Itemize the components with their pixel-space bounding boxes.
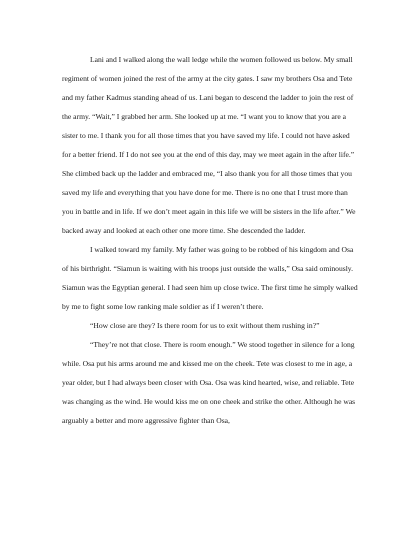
paragraph: I walked toward my family. My father was going to be robbed of his kingdom and Osa of his birthright. “Siamun is waiting with his troops just outside the walls,” Osa said ominously. Siamun was the Egyptian general. I had seen him up close twice. The first time he simply walked by me to fight some low ranking male soldier as if I weren’t there. [62, 245, 358, 311]
paragraph: Lani and I walked along the wall ledge while the women followed us below. My small regiment of women joined the rest of the army at the city gates. I saw my brothers Osa and Tete and my father Kadmus standing ahead of us. Lani began to descend the ladder to join the rest of the army. “Wait,” I grabbed her arm. She looked up at me. “I want you to know that you are a sister to me. I thank you for all those times that you have saved my life. I could not have asked for a better friend. If I do not see you at the end of this day, may we meet again in the after life.” She climbed back up the ladder and embraced me, “I also thank you for all those times that you saved my life and everything that you have done for me. There is no one that I trust more than you in battle and in life. If we don’t meet again in this life we will be sisters in the life after.” We backed away and looked at each other one more time. She descended the ladder. [62, 55, 356, 235]
paragraph: “How close are they? Is there room for us to exit without them rushing in?” [90, 321, 320, 330]
document-body [62, 50, 360, 430]
paragraph: “They’re not that close. There is room enough.” We stood together in silence for a long while. Osa put his arms around me and kissed me on the cheek. Tete was closest to me in age, a year older, but I had always been closer with Osa. Osa was kind hearted, wise, and reliable. Tete was changing as the wind. He would kiss me on one cheek and strike the other. Although he was arguably a better and more aggressive fighter than Osa, [62, 340, 356, 425]
